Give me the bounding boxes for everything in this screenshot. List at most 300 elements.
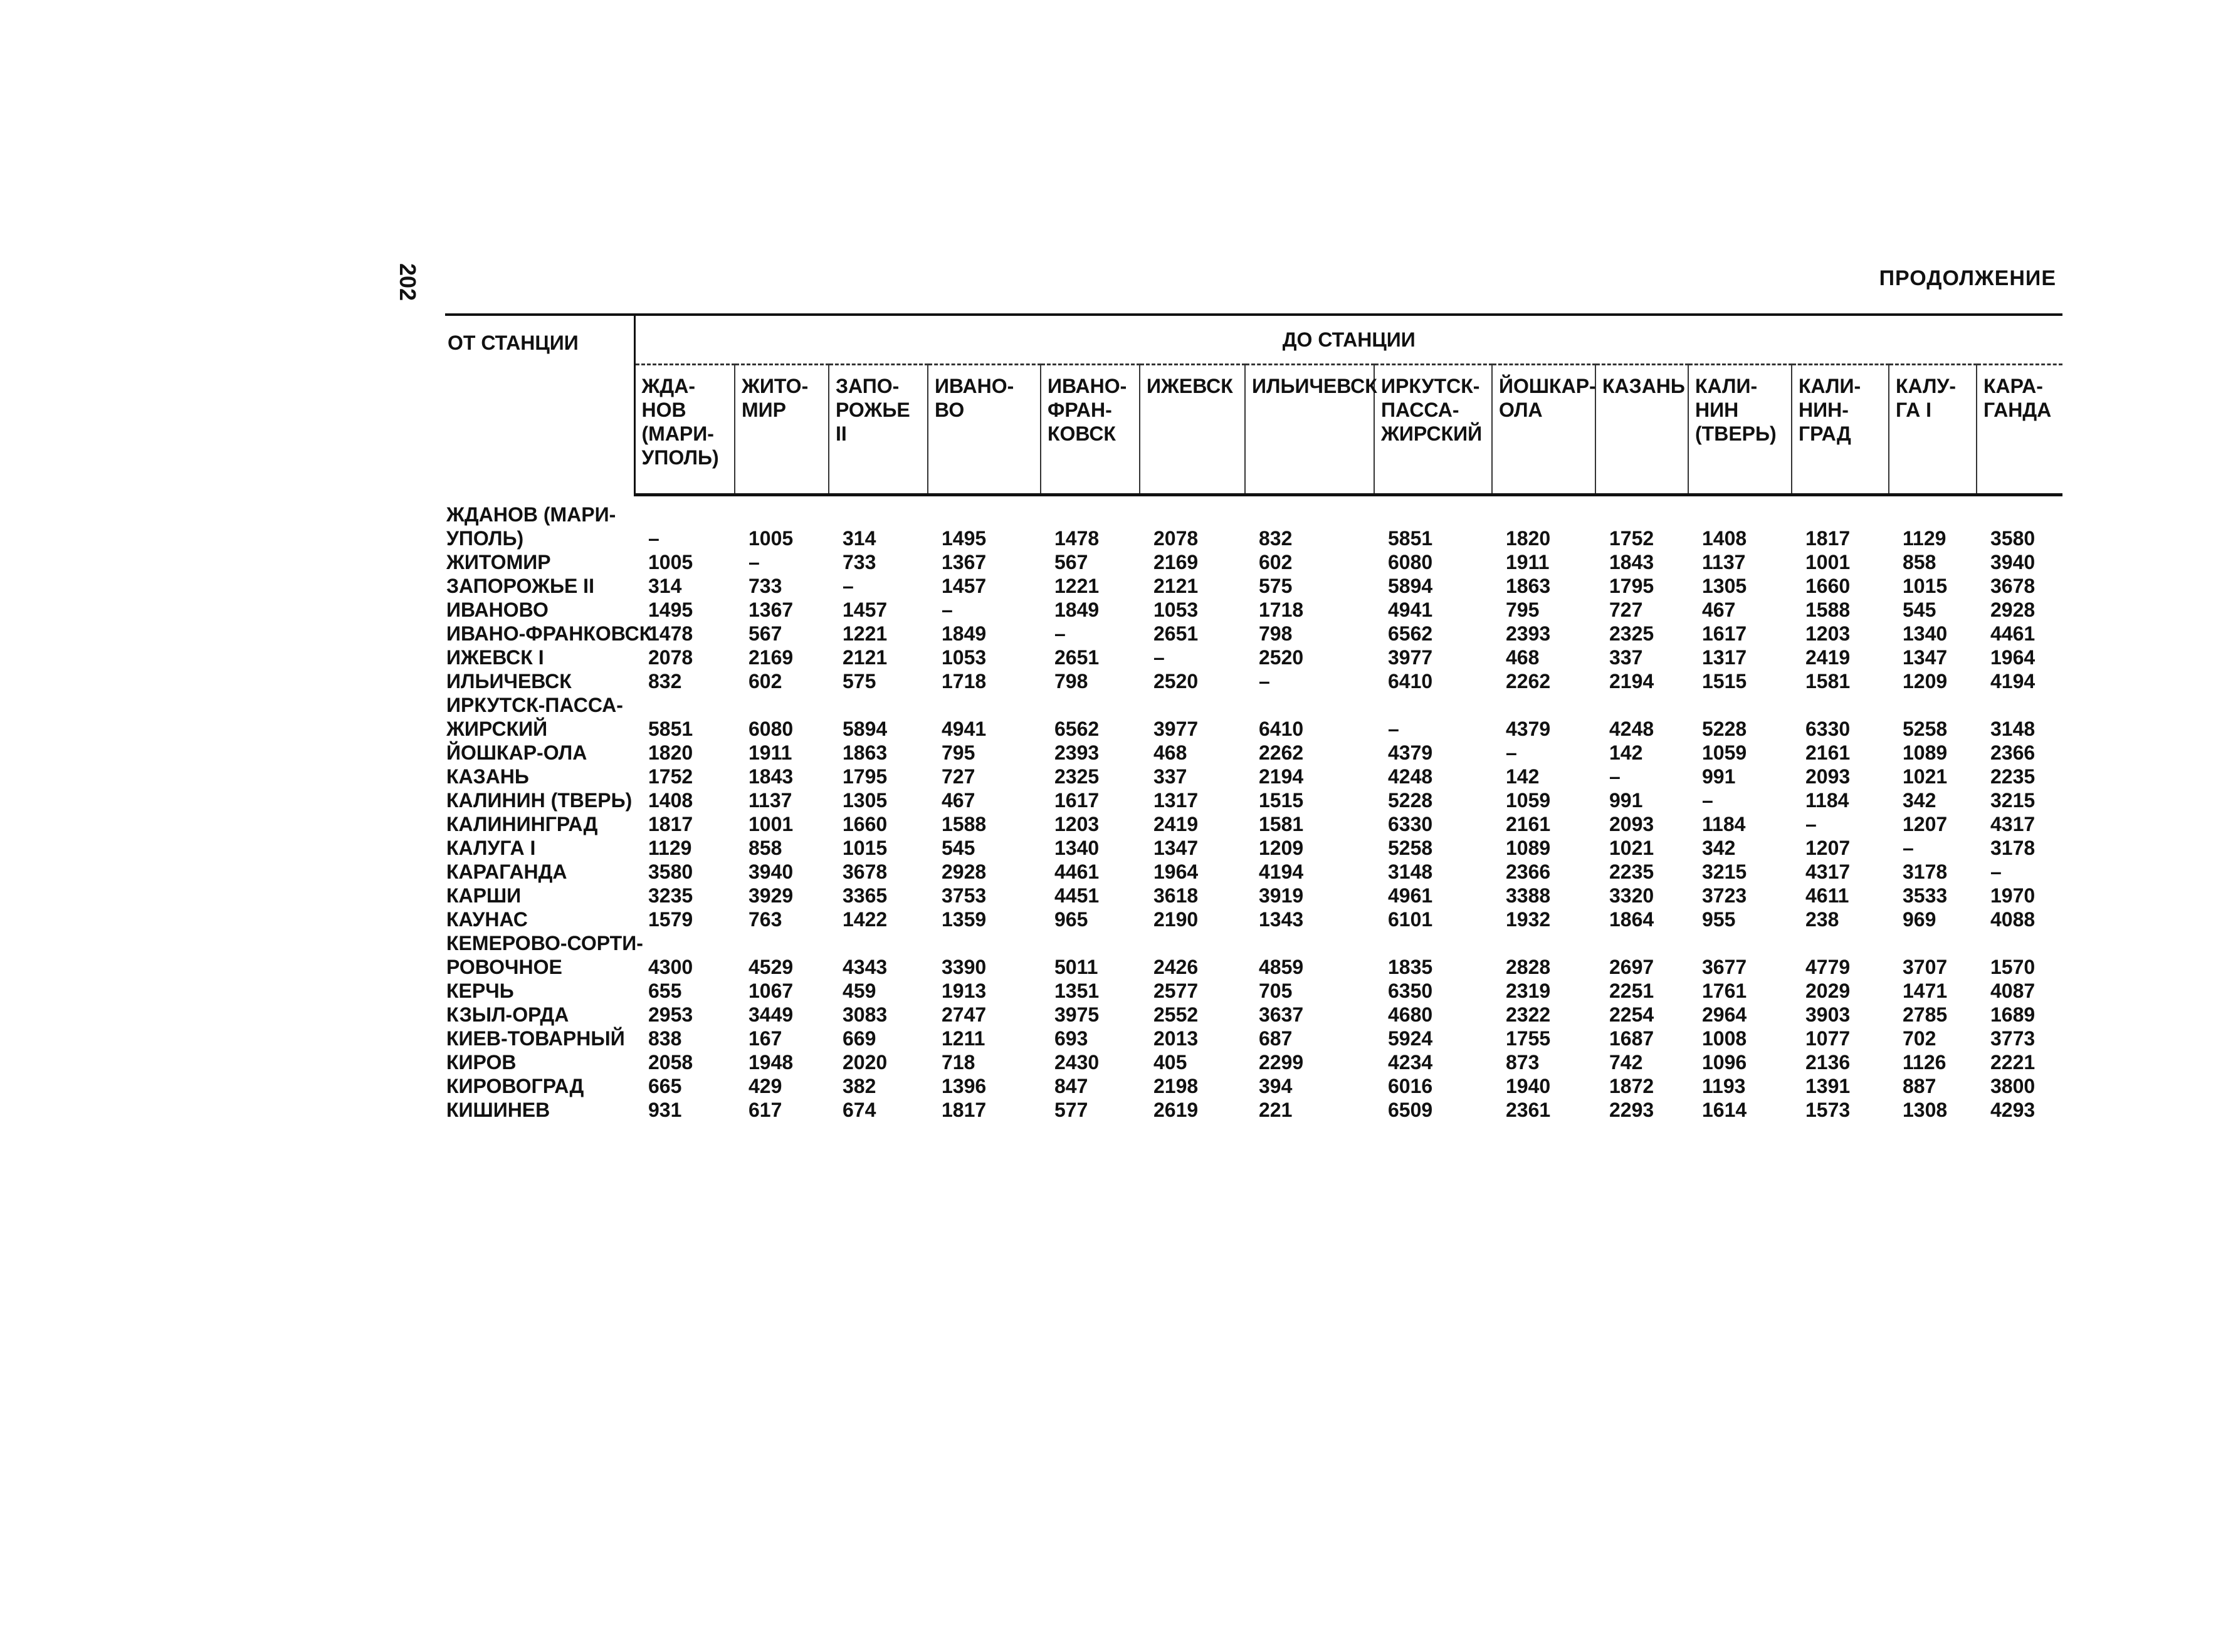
distance-cell: 2161 [1506,812,1551,835]
distance-cell: 6562 [1388,622,1433,645]
distance-cell: 567 [1054,550,1088,573]
station-name: КАЛИНИНГРАД [446,812,598,835]
distance-cell: 1008 [1702,1027,1747,1050]
distance-cell: 1089 [1506,836,1551,859]
distance-cell: 1005 [648,550,693,573]
distance-cell: 1137 [749,788,792,812]
distance-cell: 3929 [749,884,794,907]
distance-cell: 2262 [1259,741,1304,764]
distance-cell: 931 [648,1098,682,1121]
distance-cell: 3083 [843,1003,888,1026]
distance-cell: – [749,550,760,573]
distance-cell: 1221 [843,622,888,645]
distance-cell: 1820 [648,741,693,764]
column-header: КАЛИ- НИН- ГРАД [1792,365,1889,495]
distance-cell: 5894 [1388,574,1433,597]
distance-cell: 4248 [1609,717,1654,740]
distance-cell: 2262 [1506,669,1551,693]
distance-cell: 314 [648,574,682,597]
station-name: КИРОВОГРАД [446,1074,584,1097]
distance-cell: 798 [1054,669,1088,693]
page-number: 202 [395,263,421,301]
distance-cell: 2419 [1153,812,1199,835]
distance-cell: 3940 [1990,550,2036,573]
column-header: КАЛУ- ГА I [1889,365,1977,495]
distance-cell: 2419 [1805,646,1851,669]
distance-cell: – [648,526,659,550]
table-row [445,1003,2062,1027]
distance-cell: 314 [843,526,876,550]
distance-cell: 1581 [1259,812,1304,835]
distance-cell: 1221 [1054,574,1100,597]
distance-cell: 2325 [1609,622,1654,645]
distance-cell: 3975 [1054,1003,1100,1026]
distance-cell: 1820 [1506,526,1551,550]
distance-cell: 2322 [1506,1003,1551,1026]
distance-cell: 2651 [1054,646,1100,669]
table-row [445,1098,2062,1122]
distance-cell: 991 [1702,765,1736,788]
distance-cell: 1872 [1609,1074,1654,1097]
distance-cell: 3637 [1259,1003,1304,1026]
distance-cell: – [1153,646,1165,669]
distance-cell: 6410 [1259,717,1304,740]
distance-cell: 6101 [1388,907,1433,931]
column-header: КАЗАНЬ [1595,365,1688,495]
distance-cell: 763 [749,907,782,931]
distance-cell: 221 [1259,1098,1293,1121]
station-name: ИРКУТСК-ПАССА- [446,693,623,716]
station-name: КЗЫЛ-ОРДА [446,1003,569,1026]
distance-cell: 2828 [1506,955,1551,978]
distance-cell: 5851 [648,717,693,740]
distance-cell: 1617 [1054,788,1100,812]
distance-cell: 1005 [749,526,794,550]
distance-cell: – [1990,860,2002,883]
distance-cell: 2928 [942,860,987,883]
distance-cell: – [1805,812,1817,835]
distance-cell: 2953 [648,1003,693,1026]
distance-cell: 3919 [1259,884,1304,907]
table-row [445,669,2062,693]
distance-cell: 5228 [1702,717,1747,740]
distance-cell: 1015 [843,836,888,859]
distance-cell: 2169 [749,646,794,669]
distance-cell: 3390 [942,955,987,978]
distance-cell: 405 [1153,1050,1187,1074]
distance-cell: 467 [942,788,975,812]
distance-cell: 1457 [942,574,987,597]
distance-cell: 1396 [942,1074,987,1097]
distance-cell: 1408 [1702,526,1747,550]
distance-cell: 2747 [942,1003,987,1026]
distance-cell: 1305 [843,788,888,812]
distance-cell: 1964 [1990,646,2036,669]
distance-cell: 2520 [1153,669,1199,693]
distance-cell: 1305 [1702,574,1747,597]
distance-cell: 1940 [1506,1074,1551,1097]
column-header: ЗАПО- РОЖЬЕ II [829,365,928,495]
distance-cell: 1718 [942,669,987,693]
distance-cell: 733 [749,574,782,597]
distance-cell: – [1903,836,1914,859]
table-row [445,550,2062,574]
distance-cell: 655 [648,979,682,1002]
distance-cell: 1570 [1990,955,2036,978]
distance-cell: 4234 [1388,1050,1433,1074]
distance-cell: 468 [1506,646,1540,669]
station-name: РОВОЧНОЕ [446,955,562,978]
distance-cell: 3148 [1388,860,1433,883]
distance-cell: 4859 [1259,955,1304,978]
distance-cell: 2136 [1805,1050,1851,1074]
distance-cell: 669 [843,1027,876,1050]
distance-cell: – [1609,765,1621,788]
table-row [445,717,2062,741]
distance-cell: 2651 [1153,622,1199,645]
distance-cell: 1495 [942,526,987,550]
distance-cell: 3753 [942,884,987,907]
distance-cell: 3235 [648,884,693,907]
table-row [445,574,2062,598]
table-row [445,1074,2062,1098]
distance-cell: – [1702,788,1713,812]
distance-cell: 4379 [1506,717,1551,740]
distance-cell: 2078 [648,646,693,669]
distance-cell: 1001 [749,812,794,835]
distance-cell: 1495 [648,598,693,621]
distance-cell: 1835 [1388,955,1433,978]
distance-cell: 2319 [1506,979,1551,1002]
distance-cell: 2697 [1609,955,1654,978]
distance-cell: 727 [1609,598,1643,621]
distance-cell: 4087 [1990,979,2036,1002]
distance-cell: 1795 [843,765,888,788]
distance-cell: 1755 [1506,1027,1551,1050]
distance-cell: 1059 [1702,741,1747,764]
distance-cell: 2121 [843,646,888,669]
distance-cell: 1347 [1903,646,1948,669]
distance-cell: 3800 [1990,1074,2036,1097]
table-row [445,765,2062,788]
distance-cell: 1718 [1259,598,1304,621]
distance-cell: 5894 [843,717,888,740]
distance-cell: 2121 [1153,574,1199,597]
distance-cell: 2078 [1153,526,1199,550]
distance-cell: 665 [648,1074,682,1097]
distance-cell: 4451 [1054,884,1100,907]
distance-cell: 5258 [1903,717,1948,740]
distance-cell: 4317 [1990,812,2036,835]
distance-cell: 1408 [648,788,693,812]
distance-cell: 1689 [1990,1003,2036,1026]
distance-cell: 2020 [843,1050,888,1074]
station-name: КАРШИ [446,884,522,907]
column-header: ИВАНО- ВО [928,365,1041,495]
distance-cell: 2366 [1990,741,2036,764]
distance-cell: 1207 [1903,812,1948,835]
column-header: ЖИТО- МИР [735,365,829,495]
station-name: КЕРЧЬ [446,979,514,1002]
distance-cell: 4317 [1805,860,1851,883]
distance-cell: 795 [1506,598,1540,621]
distance-cell: 1391 [1805,1074,1851,1097]
distance-cell: – [1388,717,1399,740]
distance-cell: 4941 [1388,598,1433,621]
distance-cell: 3215 [1990,788,2036,812]
column-header: ИВАНО- ФРАН- КОВСК [1041,365,1140,495]
distance-cell: 459 [843,979,876,1002]
distance-cell: 2619 [1153,1098,1199,1121]
distance-cell: 1948 [749,1050,794,1074]
column-header-row [445,365,2062,495]
distance-cell: 6410 [1388,669,1433,693]
distance-cell: 6080 [1388,550,1433,573]
from-station-header: ОТ СТАНЦИИ [445,315,634,495]
table-row [445,979,2062,1003]
distance-cell: 858 [1903,550,1936,573]
distance-cell: 4961 [1388,884,1433,907]
distance-cell: 705 [1259,979,1293,1002]
distance-cell: 337 [1609,646,1643,669]
to-station-header: ДО СТАНЦИИ [634,315,2062,365]
distance-cell: 1687 [1609,1027,1654,1050]
distance-cell: 4941 [942,717,987,740]
distance-cell: 1817 [1805,526,1851,550]
distance-cell: 2426 [1153,955,1199,978]
distance-cell: 2325 [1054,765,1100,788]
distance-cell: 6330 [1805,717,1851,740]
distance-cell: 4680 [1388,1003,1433,1026]
distance-cell: 602 [1259,550,1293,573]
distance-cell: 3148 [1990,717,2036,740]
station-name: КАРАГАНДА [446,860,567,883]
distance-cell: 1970 [1990,884,2036,907]
distance-cell: 1863 [1506,574,1551,597]
distance-cell: 1015 [1903,574,1948,597]
distance-cell: 2169 [1153,550,1199,573]
distance-cell: 2093 [1805,765,1851,788]
distance-cell: 1849 [1054,598,1100,621]
distance-cell: 3533 [1903,884,1948,907]
station-name: ИВАНОВО [446,598,549,621]
distance-cell: 2198 [1153,1074,1199,1097]
distance-cell: 702 [1903,1027,1936,1050]
distance-cell: 2299 [1259,1050,1304,1074]
distance-cell: 3320 [1609,884,1654,907]
distance-cell: 6016 [1388,1074,1433,1097]
distance-cell: 742 [1609,1050,1643,1074]
distance-cell: 2254 [1609,1003,1654,1026]
distance-cell: 2785 [1903,1003,1948,1026]
station-name: КИШИНЕВ [446,1098,550,1121]
distance-cell: 1752 [648,765,693,788]
distance-cell: 687 [1259,1027,1293,1050]
distance-cell: 577 [1054,1098,1088,1121]
distance-cell: 4461 [1054,860,1100,883]
table-row [445,788,2062,812]
distance-cell: 887 [1903,1074,1936,1097]
distance-cell: 3580 [648,860,693,883]
distance-cell: 1515 [1259,788,1304,812]
column-header: ЙОШКАР- ОЛА [1492,365,1595,495]
distance-cell: – [1054,622,1066,645]
distance-cell: 1317 [1702,646,1747,669]
table-row [445,931,2062,955]
distance-cell: 1340 [1903,622,1948,645]
station-name: КАЛУГА I [446,836,536,859]
station-name: УПОЛЬ) [446,526,524,550]
table-row [445,693,2062,717]
distance-cell: 4300 [648,955,693,978]
station-name: КАЛИНИН (ТВЕРЬ) [446,788,633,812]
distance-cell: 467 [1702,598,1736,621]
distance-cell: 1911 [1506,550,1550,573]
distance-cell: 3678 [843,860,888,883]
table-row [445,812,2062,836]
distance-cell: 1211 [942,1027,985,1050]
distance-cell: 4194 [1259,860,1304,883]
distance-cell: 4461 [1990,622,2036,645]
distance-cell: 5011 [1054,955,1098,978]
distance-cell: 2393 [1506,622,1551,645]
distance-cell: 1761 [1702,979,1747,1002]
distance-cell: 674 [843,1098,876,1121]
distance-cell: 1001 [1805,550,1851,573]
distance-cell: 3940 [749,860,794,883]
distance-cell: 2190 [1153,907,1199,931]
distance-cell: 718 [942,1050,975,1074]
table-row [445,495,2062,526]
distance-cell: 1478 [648,622,693,645]
distance-cell: 1193 [1702,1074,1746,1097]
distance-cell: 602 [749,669,782,693]
distance-cell: 1471 [1903,979,1948,1002]
table-row [445,741,2062,765]
distance-cell: 2964 [1702,1003,1747,1026]
station-name: КАЗАНЬ [446,765,529,788]
distance-cell: 3178 [1903,860,1948,883]
distance-cell: 429 [749,1074,782,1097]
distance-cell: 2430 [1054,1050,1100,1074]
distance-cell: 4611 [1805,884,1849,907]
distance-cell: 2293 [1609,1098,1654,1121]
distance-cell: 2235 [1609,860,1654,883]
distance-cell: 1911 [749,741,792,764]
station-name: КАУНАС [446,907,528,931]
distance-cell: 1478 [1054,526,1100,550]
distance-cell: 4248 [1388,765,1433,788]
distance-cell: 337 [1153,765,1187,788]
distance-cell: 733 [843,550,876,573]
distance-cell: 5258 [1388,836,1433,859]
distance-cell: 1067 [749,979,794,1002]
distance-cell: 1367 [749,598,794,621]
distance-cell: 3580 [1990,526,2036,550]
distance-cell: 1581 [1805,669,1851,693]
distance-cell: 3903 [1805,1003,1851,1026]
distance-cell: 838 [648,1027,682,1050]
distance-table [445,313,2062,1122]
distance-cell: 1089 [1903,741,1948,764]
distance-cell: 4529 [749,955,794,978]
distance-cell: 1849 [942,622,987,645]
distance-cell: 1863 [843,741,888,764]
table-body [445,495,2062,1122]
column-header: ИЖЕВСК [1140,365,1245,495]
distance-cell: 142 [1506,765,1540,788]
distance-cell: 567 [749,622,782,645]
distance-cell: 5924 [1388,1027,1433,1050]
distance-cell: 1209 [1259,836,1304,859]
distance-cell: 693 [1054,1027,1088,1050]
distance-cell: 2520 [1259,646,1304,669]
distance-cell: 3215 [1702,860,1747,883]
distance-cell: 832 [1259,526,1293,550]
distance-cell: – [942,598,953,621]
distance-cell: 5228 [1388,788,1433,812]
distance-cell: 1059 [1506,788,1551,812]
distance-cell: 2194 [1259,765,1304,788]
distance-cell: 991 [1609,788,1643,812]
distance-cell: 1137 [1702,550,1746,573]
distance-cell: 6330 [1388,812,1433,835]
distance-cell: 1614 [1702,1098,1747,1121]
distance-cell: 1588 [1805,598,1851,621]
distance-cell: 3977 [1153,717,1199,740]
distance-cell: 2013 [1153,1027,1199,1050]
distance-cell: 167 [749,1027,782,1050]
distance-cell: 1864 [1609,907,1654,931]
distance-cell: 1351 [1054,979,1100,1002]
distance-cell: 3178 [1990,836,2036,859]
distance-cell: – [1259,669,1270,693]
distance-cell: 3977 [1388,646,1433,669]
station-name: КИРОВ [446,1050,517,1074]
distance-cell: 873 [1506,1050,1540,1074]
distance-cell: 1579 [648,907,693,931]
distance-cell: 1964 [1153,860,1199,883]
table-row [445,907,2062,931]
distance-cell: 1347 [1153,836,1199,859]
distance-cell: 965 [1054,907,1088,931]
table-row [445,1050,2062,1074]
distance-cell: 238 [1805,907,1839,931]
distance-cell: 4293 [1990,1098,2036,1121]
table-row [445,526,2062,550]
distance-cell: 847 [1054,1074,1088,1097]
station-name: ИЛЬИЧЕВСК [446,669,572,693]
distance-cell: 1126 [1903,1050,1946,1074]
distance-cell: 1184 [1805,788,1849,812]
distance-cell: 3388 [1506,884,1551,907]
distance-cell: 1203 [1805,622,1851,645]
distance-cell: 382 [843,1074,876,1097]
distance-cell: 1843 [1609,550,1654,573]
distance-cell: 3707 [1903,955,1948,978]
distance-cell: 3618 [1153,884,1199,907]
table-row [445,884,2062,907]
distance-cell: 2366 [1506,860,1551,883]
distance-cell: 955 [1702,907,1736,931]
table-row [445,598,2062,622]
distance-cell: 5851 [1388,526,1433,550]
distance-cell: 6080 [749,717,794,740]
distance-cell: 1422 [843,907,888,931]
distance-cell: 4779 [1805,955,1851,978]
distance-cell: 6350 [1388,979,1433,1002]
distance-cell: 727 [942,765,975,788]
